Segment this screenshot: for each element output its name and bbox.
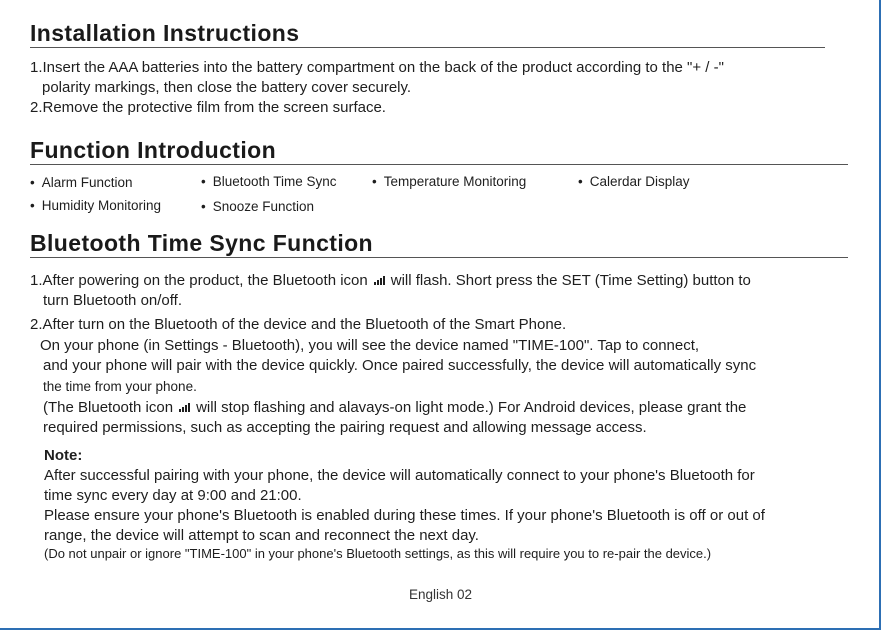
bluetooth-para-1-pre: 1.After powering on the product, the Bluetooth icon <box>30 272 368 289</box>
function-item: • Humidity Monitoring <box>30 198 161 213</box>
installation-step-2: 2.Remove the protective film from the screen surface. <box>30 99 386 116</box>
function-item: • Temperature Monitoring <box>372 174 526 189</box>
function-heading: Function Introduction <box>30 137 277 163</box>
function-item: • Snooze Function <box>201 199 314 214</box>
note-label: Note: <box>44 447 83 464</box>
bluetooth-para-2-line: and your phone will pair with the device quickly. Once paired successfully, the device will automatically sync <box>43 357 757 374</box>
function-item: • Calerdar Display <box>578 174 690 189</box>
function-item: • Bluetooth Time Sync <box>201 174 337 189</box>
bluetooth-para-1 <box>30 272 751 289</box>
bluetooth-para-2-line: the time from your phone. <box>43 379 197 394</box>
page-number: English 02 <box>408 587 473 602</box>
bluetooth-para-1-post: will flash. Short press the SET (Time Setting) button to <box>390 272 751 289</box>
note-line: time sync every day at 9:00 and 21:00. <box>44 487 302 504</box>
bluetooth-para-2-pre: (The Bluetooth icon <box>43 399 174 416</box>
bluetooth-para-2-line: required permissions, such as accepting the pairing request and allowing message access. <box>43 419 647 436</box>
bluetooth-para-1-cont: turn Bluetooth on/off. <box>43 292 182 309</box>
installation-rule <box>30 47 825 48</box>
note-line: After successful pairing with your phone, the device will automatically connect to your phone's Bluetooth for <box>44 467 755 484</box>
signal-bars-icon <box>374 272 386 289</box>
bluetooth-heading: Bluetooth Time Sync Function <box>30 230 374 256</box>
bluetooth-para-2-line <box>43 399 746 416</box>
bluetooth-para-2: 2.After turn on the Bluetooth of the device and the Bluetooth of the Smart Phone. <box>30 316 567 333</box>
bluetooth-para-2-post: will stop flashing and alavays-on light mode.) For Android devices, please grant the <box>196 399 747 416</box>
bluetooth-para-2-line: On your phone (in Settings - Bluetooth), you will see the device named "TIME-100". Tap to connect, <box>40 337 700 354</box>
installation-step-1: 1.Insert the AAA batteries into the battery compartment on the back of the product according to the "+ / -" <box>30 59 724 76</box>
bluetooth-rule <box>30 257 848 258</box>
note-line: range, the device will attempt to scan and reconnect the next day. <box>44 527 479 544</box>
note-line: Please ensure your phone's Bluetooth is enabled during these times. If your phone's Bluetooth is off or out of <box>44 507 765 524</box>
function-item: • Alarm Function <box>30 175 133 190</box>
signal-bars-icon <box>179 399 191 416</box>
installation-step-1-cont: polarity markings, then close the battery cover securely. <box>42 79 412 96</box>
installation-heading: Installation Instructions <box>30 20 300 46</box>
function-rule <box>30 164 848 165</box>
note-line: (Do not unpair or ignore "TIME-100" in your phone's Bluetooth settings, as this will require you to re-pair the device.) <box>44 546 712 561</box>
